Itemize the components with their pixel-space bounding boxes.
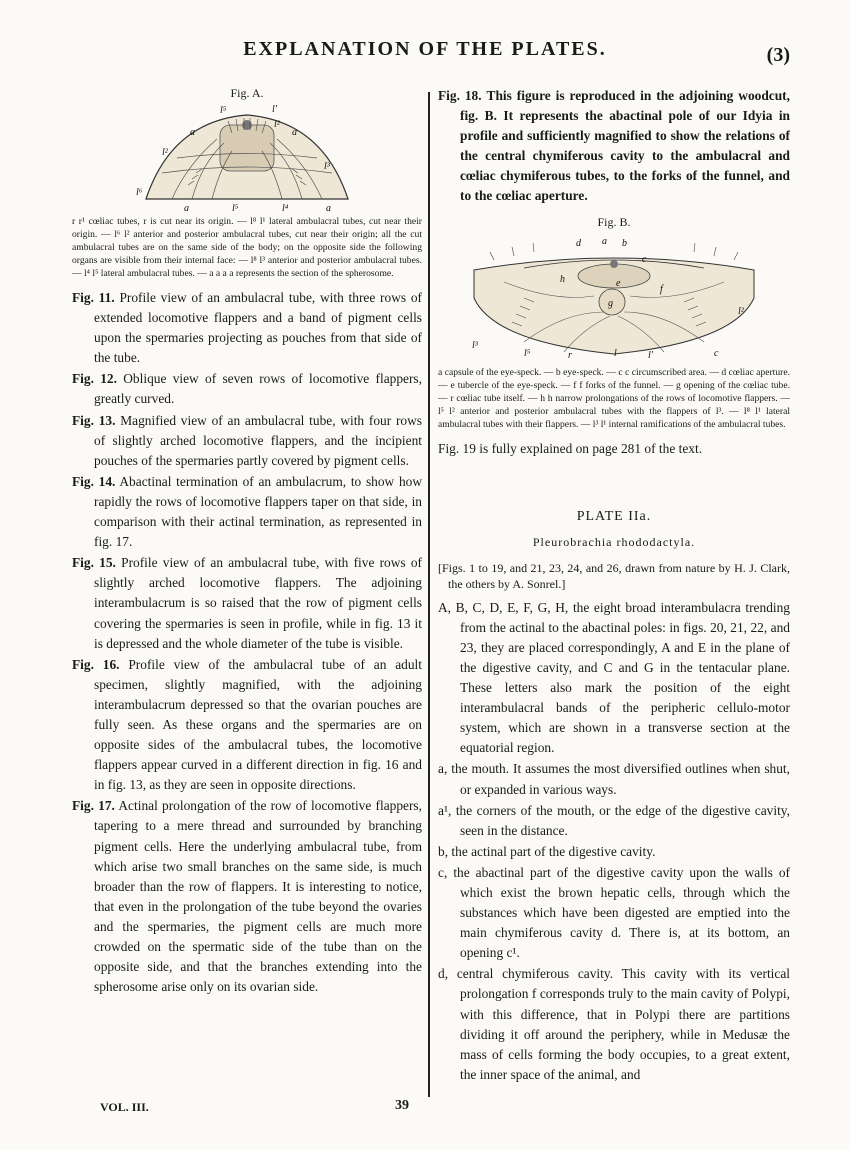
fig-a-label: l³ — [324, 161, 330, 172]
entry-lead: Fig. 13. — [72, 412, 116, 428]
figure-entry — [438, 86, 790, 207]
entry-lead: a, — [438, 761, 448, 777]
plate-entry — [438, 863, 790, 963]
fig-b-label: h — [560, 273, 565, 285]
fig-a-drawing — [132, 103, 362, 215]
plate-subheading: Pleurobrachia rhododactyla. — [532, 534, 696, 549]
plate-entry — [438, 964, 790, 1085]
figure-entry — [72, 553, 422, 653]
plate-credit-note: [Figs. 1 to 19, and 21, 23, 24, and 26, drawn from nature by H. J. Clark, the others by A. Sonrel.] — [438, 560, 790, 591]
entry-lead: Fig. 15. — [72, 555, 116, 571]
fig-a-label: a — [190, 127, 195, 138]
fig-a-label: l⁶ — [136, 187, 143, 198]
fig-b-label: e — [616, 277, 621, 289]
figure-entry — [72, 472, 422, 552]
footer-page-number: 39 — [395, 1098, 409, 1113]
entry-text: the corners of the mouth, or the edge of the digestive cavity, seen in the distance. — [455, 802, 790, 838]
entry-lead: Fig. 17. — [72, 798, 115, 814]
fig-b-label: c — [642, 253, 647, 265]
fig-b-label: a — [602, 235, 607, 247]
fig-a-label: a — [326, 203, 331, 214]
entry-text: Oblique view of seven rows of locomotive flappers, greatly curved. — [94, 371, 422, 407]
entry-text: Profile view of the ambulacral tube of an adult specimen, slightly magnified, with the adjoining interambulacrum depressed so that the ovarian pouches are fully seen. As these organs and the spermaries are on opposite sides of the ambulacral tubes, the locomotive flappers appear curved in a different direction in fig. 16 and in fig. 13, as they are seen in opposite directions. — [94, 656, 423, 793]
entry-text: the abactinal part of the digestive cavity upon the walls of which exist the brown hepatic cells, through which the substances which have been digested are emptied into the main chymiferous cavity d. There is, at its bottom, an opening c¹. — [453, 864, 790, 961]
entry-text: the eight broad interambulacra trending from the actinal to the abactinal poles: in figs. 20, 21, 22, and 23, they are placed correspondingly, A and E in the plane of the digestive cavity, and C and G in the tentacular plane. These letters also mark the position of the eight interambulacral bands of the peripheric cellulo-motor system, which are shown in a transverse section at the equatorial region. — [460, 599, 790, 756]
entry-lead: A, B, C, D, E, F, G, H, — [438, 599, 569, 615]
entry-text: the mouth. It assumes the most diversified outlines when shut, or expanded in various ways. — [451, 761, 790, 797]
fig-a-title: Fig. A. — [230, 86, 264, 100]
fig-a-label: l⁵ — [232, 203, 239, 214]
fig-b-label: r — [568, 349, 572, 360]
fig-a-label: a — [184, 203, 189, 214]
figure-entry — [72, 288, 422, 368]
left-column — [72, 86, 422, 998]
entry-text: This figure is reproduced in the adjoining woodcut, fig. B. It represents the abactinal pole of our Idyia in profile and sufficiently magnified to show the relations of the central chymiferous cavity to the ambulacral and cœliac chymiferous tubes, to the forks of the funnel, and to the cœliac aperture. — [460, 88, 790, 204]
fig-b-label: b — [622, 237, 627, 249]
footer-volume: VOL. III. — [100, 1100, 149, 1114]
fig-a-illustration — [132, 103, 362, 215]
fig-a-label: l² — [162, 147, 168, 158]
fig-a-label: l⁵ — [220, 105, 227, 116]
plate-heading: PLATE IIa. — [576, 508, 652, 524]
entry-lead: Fig. 16. — [72, 656, 120, 672]
fig-b-drawing — [464, 232, 764, 360]
fig-a-label: l⁴ — [282, 203, 289, 214]
page-badge: (3) — [766, 44, 790, 66]
fig-b-label: f — [660, 283, 663, 295]
entry-lead: Fig. 18. — [438, 88, 482, 103]
entry-text: Profile view of an ambulacral tube, with five rows of slightly arched locomotive flappers. The adjoining interambulacrum is so raised that the row of pigment cells covering the spermaries is seen in profile, while in fig. 13 it is depressed and the whole diameter of the tube is visible. — [94, 555, 423, 651]
right-column — [438, 86, 790, 1086]
figure-entry — [72, 411, 422, 471]
plate-entry — [438, 598, 790, 759]
entry-text: the actinal part of the digestive cavity. — [451, 843, 656, 859]
entry-lead: b, — [438, 843, 449, 859]
fig-b-label: l² — [738, 305, 744, 317]
entry-lead: Fig. 11. — [72, 290, 115, 305]
entry-lead: a¹, — [438, 802, 452, 818]
entry-text: Magnified view of an ambulacral tube, with four rows of slightly arched locomotive flappers, and the incipient pouches of the spermaries partly covered by pigment cells. — [94, 412, 423, 468]
column-divider — [428, 92, 430, 1097]
entry-lead: Fig. 14. — [72, 473, 116, 489]
entry-text: Actinal prolongation of the row of locomotive flappers, tapering to a mere thread and surrounded by branching pigment cells. Here the underlying ambulacral tube, from which arise two small branches on the same side, is much broader than the row of flappers. It is interesting to notice, that even in the prolongation of the tube beyond the ovaries and the spermaries, the pigment cells are much more crowded on the spermatic side of the tube than on the opposite side, and that the branches extending into the spherosome arise only on its ovarian side. — [94, 798, 422, 995]
entry-lead: Fig. 12. — [72, 371, 117, 387]
fig-b-label: d — [576, 237, 581, 249]
entry-text: Abactinal termination of an ambulacrum, to show how rapidly the rows of locomotive flappers taper on that side, in comparison with their actinal termination, as represented in fig. 17. — [94, 473, 423, 550]
fig-b-title: Fig. B. — [597, 214, 631, 229]
entry-lead: c, — [438, 864, 448, 880]
fig-b-label: l³ — [472, 339, 478, 351]
fig-19-note: Fig. 19 is fully explained on page 281 of the text. — [438, 440, 703, 456]
figure-entry — [72, 369, 422, 409]
fig-b-illustration — [464, 232, 764, 360]
fig-b-label: g — [608, 297, 613, 309]
entry-text: central chymiferous cavity. This cavity with its vertical prolongation f corresponds truly to the main cavity of Polypi, with this difference, that in Polypi there are partitions dividing it off around the periphery, while in Medusæ the mass of cells forming the body occupies, to a great extent, the inner space of the animal, and — [456, 966, 790, 1082]
fig-b-label: c — [714, 347, 719, 359]
fig-b-label: l — [614, 347, 617, 359]
fig-a-label: a — [292, 127, 297, 138]
entry-lead: d, — [438, 966, 449, 982]
page-header-title: EXPLANATION OF THE PLATES. — [243, 38, 607, 60]
figure-entry — [72, 796, 422, 997]
fig-a-label: l² — [274, 119, 280, 130]
fig-b-caption: a capsule of the eye-speck. — b eye-speck. — c c circumscribed area. — d cœliac aperture. — e tubercle of the eye-speck. — f f forks of the funnel. — g opening of the cœliac tube. — r cœliac tube itself. — h h narrow prolongations of the rows of locomotive flappers. — l⁵ l² anterior and posterior ambulacral tubes with the flappers of l³. — l⁸ l¹ lateral ambulacral tubes with their flappers. — l³ l¹ internal ramifications of the ambulacral tubes. — [438, 366, 790, 430]
plate-entry — [438, 801, 790, 841]
fig-b-label: l⁵ — [524, 347, 531, 359]
fig-a-label: l' — [272, 104, 277, 115]
entry-text: Profile view of an ambulacral tube, with three rows of extended locomotive flappers and a band of pigment cells upon the spermaries projecting as pouches from that side of the tube. — [94, 290, 422, 366]
figure-entry — [72, 655, 422, 796]
plate-entry — [438, 759, 790, 799]
plate-entry — [438, 842, 790, 862]
fig-b-label: l' — [648, 349, 653, 360]
fig-a-caption: r r¹ cœliac tubes, r is cut near its origin. — l⁸ l¹ lateral ambulacral tubes, cut near their origin. — l⁶ l² anterior and posterior ambulacral tubes, cut near their origin; all the cut ambulacral tubes are on the same side of the body; on the opposite side the following organs are visible from their internal face: — l⁸ l³ anterior and posterior ambulacral tubes. — l⁴ l⁵ lateral ambulacral tubes. — a a a a represents the section of the spherosome. — [72, 216, 422, 279]
